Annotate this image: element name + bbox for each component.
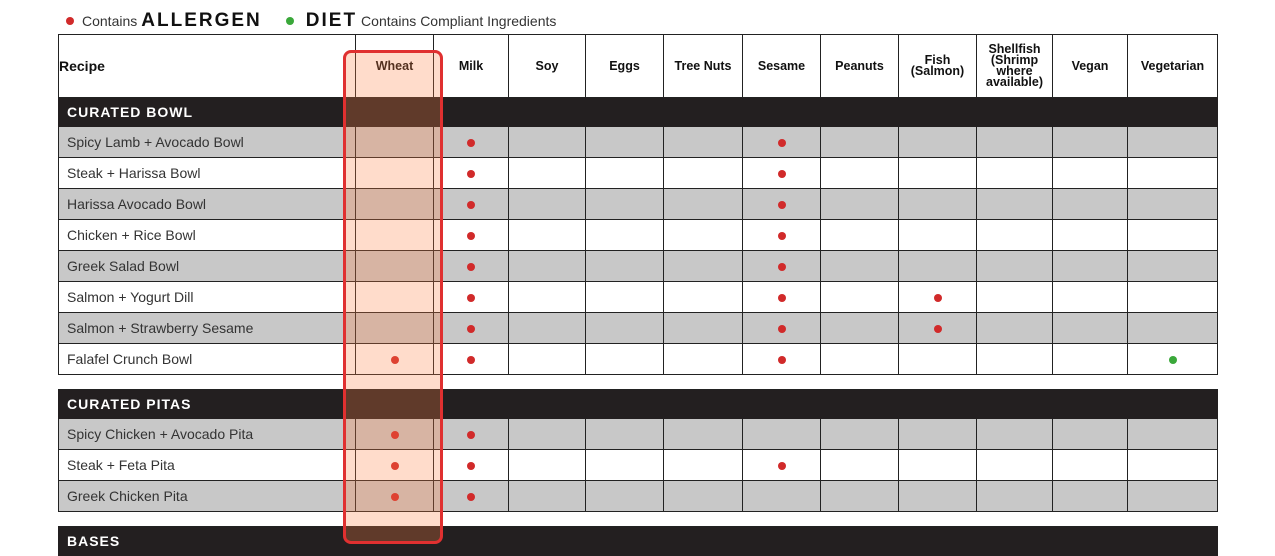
col-recipe: Recipe [59, 35, 356, 98]
table-cell [586, 220, 664, 251]
table-cell [1053, 450, 1128, 481]
table-cell [899, 251, 977, 282]
table-cell [509, 481, 586, 512]
table-cell [1128, 450, 1218, 481]
table-cell [1053, 313, 1128, 344]
table-cell [356, 189, 434, 220]
section-gap-cell [59, 512, 1218, 527]
allergen-dot-icon [778, 294, 786, 302]
table-cell [1053, 220, 1128, 251]
table-cell [977, 481, 1053, 512]
table-cell [899, 282, 977, 313]
table-cell [821, 344, 899, 375]
table-cell [977, 282, 1053, 313]
table-cell [509, 158, 586, 189]
table-cell [509, 220, 586, 251]
allergen-dot-icon [391, 356, 399, 364]
table-cell [743, 481, 821, 512]
table-cell [977, 251, 1053, 282]
section-title: BASES [59, 527, 1218, 556]
table-cell [356, 220, 434, 251]
table-cell [434, 450, 509, 481]
diet-dot-icon [286, 17, 294, 25]
table-cell [664, 251, 743, 282]
table-cell [1053, 282, 1128, 313]
table-cell [977, 158, 1053, 189]
table-cell [821, 127, 899, 158]
table-cell [977, 313, 1053, 344]
table-cell [977, 189, 1053, 220]
allergen-dot-icon [66, 17, 74, 25]
recipe-name: Greek Salad Bowl [59, 251, 356, 282]
allergen-dot-icon [467, 263, 475, 271]
allergen-dot-icon [778, 170, 786, 178]
table-cell [434, 313, 509, 344]
table-row [59, 344, 1218, 375]
allergen-dot-icon [467, 493, 475, 501]
table-cell [1128, 127, 1218, 158]
header-row [59, 35, 1218, 98]
recipe-name: Greek Chicken Pita [59, 481, 356, 512]
table-cell [821, 189, 899, 220]
table-cell [1128, 189, 1218, 220]
table-row [59, 419, 1218, 450]
table-cell [743, 127, 821, 158]
table-cell [821, 419, 899, 450]
legend-diet-suffix: Contains Compliant Ingredients [361, 13, 557, 29]
table-cell [977, 344, 1053, 375]
table-cell [664, 127, 743, 158]
allergen-dot-icon [467, 201, 475, 209]
table-cell [664, 189, 743, 220]
table-cell [1053, 158, 1128, 189]
table-row [59, 251, 1218, 282]
table-cell [664, 344, 743, 375]
table-row [59, 158, 1218, 189]
allergen-dot-icon [467, 356, 475, 364]
table-cell [1128, 313, 1218, 344]
table-cell [356, 251, 434, 282]
col-shellfish-line4: available) [986, 75, 1043, 89]
allergen-dot-icon [778, 263, 786, 271]
table-body [59, 98, 1218, 556]
table-cell [356, 419, 434, 450]
allergen-dot-icon [391, 493, 399, 501]
table-cell [664, 313, 743, 344]
col-soy: Soy [509, 35, 586, 98]
recipe-name: Spicy Lamb + Avocado Bowl [59, 127, 356, 158]
table-cell [743, 344, 821, 375]
table-cell [356, 344, 434, 375]
table-cell [356, 158, 434, 189]
table-cell [899, 344, 977, 375]
recipe-name: Steak + Feta Pita [59, 450, 356, 481]
section-title: CURATED BOWL [59, 98, 1218, 127]
legend-allergen-prefix: Contains [82, 13, 138, 29]
table-cell [743, 313, 821, 344]
col-shellfish-line1: Shellfish [988, 42, 1041, 56]
table-cell [1053, 481, 1128, 512]
table-cell [821, 220, 899, 251]
table-row [59, 127, 1218, 158]
table-cell [821, 450, 899, 481]
table-row [59, 481, 1218, 512]
table-cell [821, 282, 899, 313]
table-cell [743, 282, 821, 313]
table-cell [1053, 419, 1128, 450]
table-cell [434, 481, 509, 512]
recipe-name: Salmon + Strawberry Sesame [59, 313, 356, 344]
table-cell [1128, 344, 1218, 375]
table-cell [977, 419, 1053, 450]
legend-allergen-word: ALLERGEN [141, 10, 262, 31]
table-row [59, 282, 1218, 313]
table-cell [586, 450, 664, 481]
table-cell [664, 158, 743, 189]
table-cell [743, 450, 821, 481]
table-cell [1053, 251, 1128, 282]
table-cell [743, 220, 821, 251]
table-cell [821, 313, 899, 344]
allergen-dot-icon [391, 431, 399, 439]
table-cell [434, 251, 509, 282]
col-vegetarian: Vegetarian [1128, 35, 1218, 98]
allergen-dot-icon [467, 294, 475, 302]
table-cell [821, 251, 899, 282]
allergen-dot-icon [467, 325, 475, 333]
table-cell [743, 419, 821, 450]
table-cell [899, 189, 977, 220]
section-header-row [59, 98, 1218, 127]
table-cell [899, 158, 977, 189]
table-cell [356, 313, 434, 344]
col-eggs: Eggs [586, 35, 664, 98]
allergen-dot-icon [467, 462, 475, 470]
table-cell [1128, 282, 1218, 313]
table-cell [434, 419, 509, 450]
allergen-dot-icon [934, 325, 942, 333]
table-cell [509, 313, 586, 344]
table-cell [899, 313, 977, 344]
table-row [59, 450, 1218, 481]
table-cell [509, 127, 586, 158]
col-fish-line1: Fish [924, 53, 951, 67]
allergen-dot-icon [778, 356, 786, 364]
table-cell [586, 282, 664, 313]
table-cell [356, 481, 434, 512]
table-cell [664, 282, 743, 313]
table-cell [586, 158, 664, 189]
table-cell [743, 251, 821, 282]
table-cell [1128, 419, 1218, 450]
allergen-dot-icon [391, 462, 399, 470]
table-cell [1053, 189, 1128, 220]
table-cell [586, 344, 664, 375]
table-cell [899, 127, 977, 158]
table-cell [977, 220, 1053, 251]
allergen-dot-icon [467, 139, 475, 147]
table-cell [586, 313, 664, 344]
table-cell [1128, 251, 1218, 282]
recipe-name: Falafel Crunch Bowl [59, 344, 356, 375]
allergen-dot-icon [778, 139, 786, 147]
section-gap [59, 375, 1218, 390]
table-row [59, 189, 1218, 220]
table-cell [743, 189, 821, 220]
table-cell [509, 419, 586, 450]
col-milk: Milk [434, 35, 509, 98]
recipe-name: Harissa Avocado Bowl [59, 189, 356, 220]
table-cell [899, 220, 977, 251]
allergen-dot-icon [467, 232, 475, 240]
diet-dot-icon [1169, 356, 1177, 364]
table-cell [1128, 481, 1218, 512]
section-header-row [59, 527, 1218, 556]
allergen-dot-icon [934, 294, 942, 302]
table-cell [509, 344, 586, 375]
table-cell [434, 282, 509, 313]
table-cell [509, 450, 586, 481]
col-peanuts: Peanuts [821, 35, 899, 98]
table-cell [586, 481, 664, 512]
recipe-name: Chicken + Rice Bowl [59, 220, 356, 251]
recipe-name: Steak + Harissa Bowl [59, 158, 356, 189]
table-row [59, 313, 1218, 344]
table-row [59, 220, 1218, 251]
table-cell [434, 158, 509, 189]
table-cell [977, 127, 1053, 158]
section-gap [59, 512, 1218, 527]
table-cell [434, 189, 509, 220]
table-cell [899, 419, 977, 450]
table-cell [899, 450, 977, 481]
table-cell [509, 282, 586, 313]
section-gap-cell [59, 375, 1218, 390]
allergen-dot-icon [467, 431, 475, 439]
allergen-dot-icon [778, 462, 786, 470]
col-shellfish [977, 35, 1053, 98]
col-fish-line2: (Salmon) [910, 64, 965, 78]
table-cell [509, 189, 586, 220]
allergen-table [58, 34, 1218, 556]
legend-diet-word: DIET [305, 10, 358, 31]
table-cell [1128, 158, 1218, 189]
section-title: CURATED PITAS [59, 390, 1218, 419]
col-fish [899, 35, 977, 98]
allergen-dot-icon [778, 325, 786, 333]
col-vegan: Vegan [1053, 35, 1128, 98]
table-cell [509, 251, 586, 282]
allergen-dot-icon [778, 201, 786, 209]
table-cell [586, 189, 664, 220]
col-tree-nuts: Tree Nuts [664, 35, 743, 98]
table-cell [434, 127, 509, 158]
col-shellfish-line3: where [996, 64, 1033, 78]
table-cell [743, 158, 821, 189]
allergen-dot-icon [467, 170, 475, 178]
col-shellfish-line2: (Shrimp [990, 53, 1039, 67]
col-wheat: Wheat [356, 35, 434, 98]
allergen-dot-icon [778, 232, 786, 240]
table-cell [664, 481, 743, 512]
recipe-name: Salmon + Yogurt Dill [59, 282, 356, 313]
table-cell [434, 344, 509, 375]
col-sesame: Sesame [743, 35, 821, 98]
table-cell [664, 450, 743, 481]
table-cell [586, 127, 664, 158]
table-cell [821, 158, 899, 189]
section-header-row [59, 390, 1218, 419]
table-cell [977, 450, 1053, 481]
table-cell [1053, 127, 1128, 158]
table-cell [586, 419, 664, 450]
table-cell [356, 450, 434, 481]
table-cell [821, 481, 899, 512]
table-cell [586, 251, 664, 282]
recipe-name: Spicy Chicken + Avocado Pita [59, 419, 356, 450]
table-cell [1128, 220, 1218, 251]
legend [66, 8, 556, 34]
table-cell [664, 419, 743, 450]
table-cell [664, 220, 743, 251]
table-cell [1053, 344, 1128, 375]
table-cell [899, 481, 977, 512]
table-cell [356, 282, 434, 313]
table-cell [356, 127, 434, 158]
table-cell [434, 220, 509, 251]
